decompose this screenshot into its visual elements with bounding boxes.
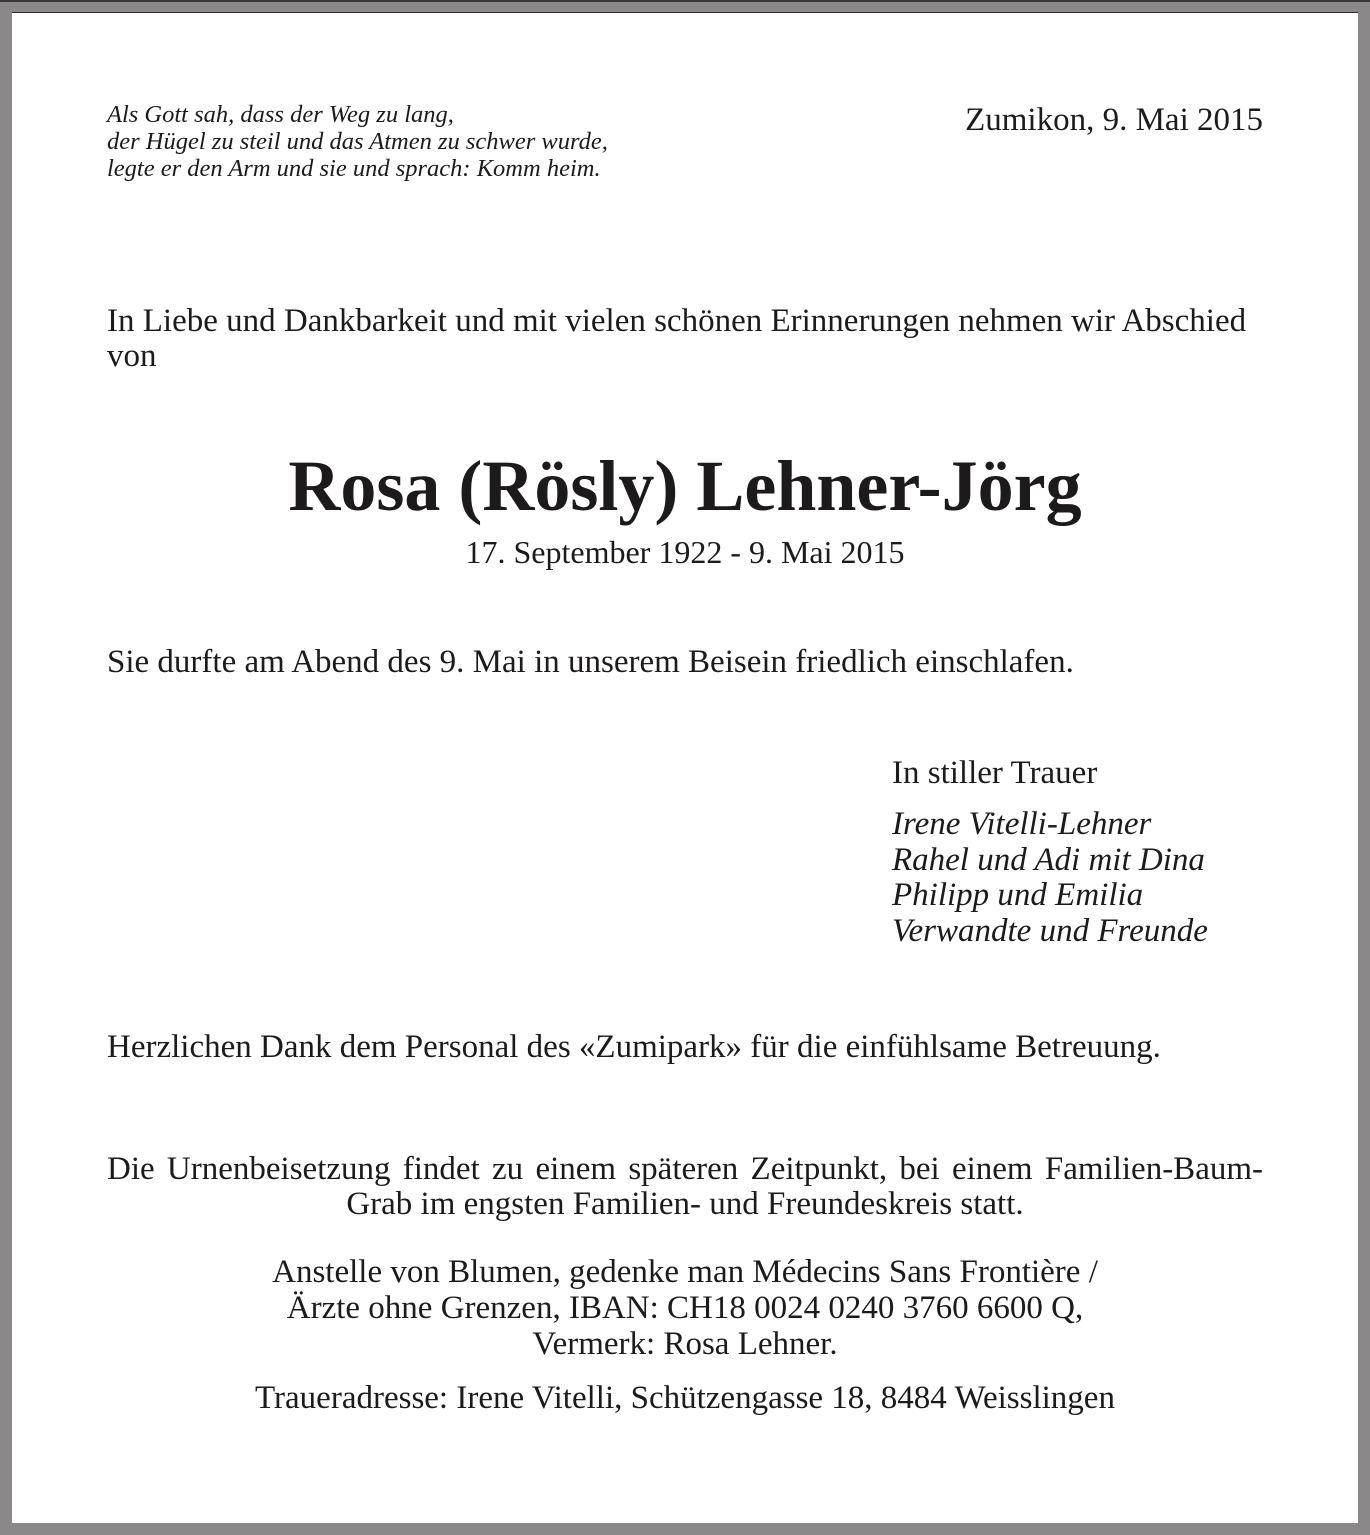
thanks-text: Herzlichen Dank dem Personal des «Zumipark» für die einfühlsame Betreuung. [107, 1029, 1161, 1065]
donation-line: Anstelle von Blumen, gedenke man Médecins Sans Frontière / [272, 1254, 1098, 1290]
mourner-item: Philipp und Emilia [892, 877, 1144, 913]
donation-line: Ärzte ohne Grenzen, IBAN: CH18 0024 0240 3760 6600 Q, [286, 1290, 1084, 1326]
intro-text: In Liebe und Dankbarkeit und mit vielen schönen Erinnerungen nehmen wir Abschied von [107, 303, 1247, 374]
deceased-name: Rosa (Rösly) Lehner-Jörg [288, 446, 1082, 526]
place-date: Zumikon, 9. Mai 2015 [965, 102, 1263, 138]
mourning-address: Traueradresse: Irene Vitelli, Schützengasse 18, 8484 Weisslingen [255, 1380, 1115, 1416]
donation-line: Vermerk: Rosa Lehner. [532, 1326, 838, 1362]
mourners-list [892, 807, 1292, 949]
donation-notice [107, 1254, 1263, 1362]
motto-line: der Hügel zu steil und das Atmen zu schwer wurde, [107, 128, 608, 155]
mourner-item: Rahel und Adi mit Dina [892, 841, 1205, 878]
window-top-edge [0, 0, 1370, 2]
motto-line: Als Gott sah, dass der Weg zu lang, [107, 101, 454, 128]
burial-notice: Die Urnenbeisetzung findet zu einem späteren Zeitpunkt, bei einem Familien-Baum-Grab im engsten Familien- und Freundeskreis statt. [107, 1151, 1263, 1222]
motto-line: legte er den Arm und sie und sprach: Komm heim. [107, 155, 601, 182]
mourner-item: Verwandte und Freunde [892, 912, 1208, 949]
life-dates: 17. September 1922 - 9. Mai 2015 [465, 534, 905, 570]
mourner-item: Irene Vitelli-Lehner [892, 806, 1152, 842]
passing-text: Sie durfte am Abend des 9. Mai in unserem Beisein friedlich einschlafen. [107, 644, 1074, 680]
obituary-page [12, 12, 1358, 1523]
mourning-heading: In stiller Trauer [892, 755, 1098, 791]
motto-verse [107, 101, 747, 182]
